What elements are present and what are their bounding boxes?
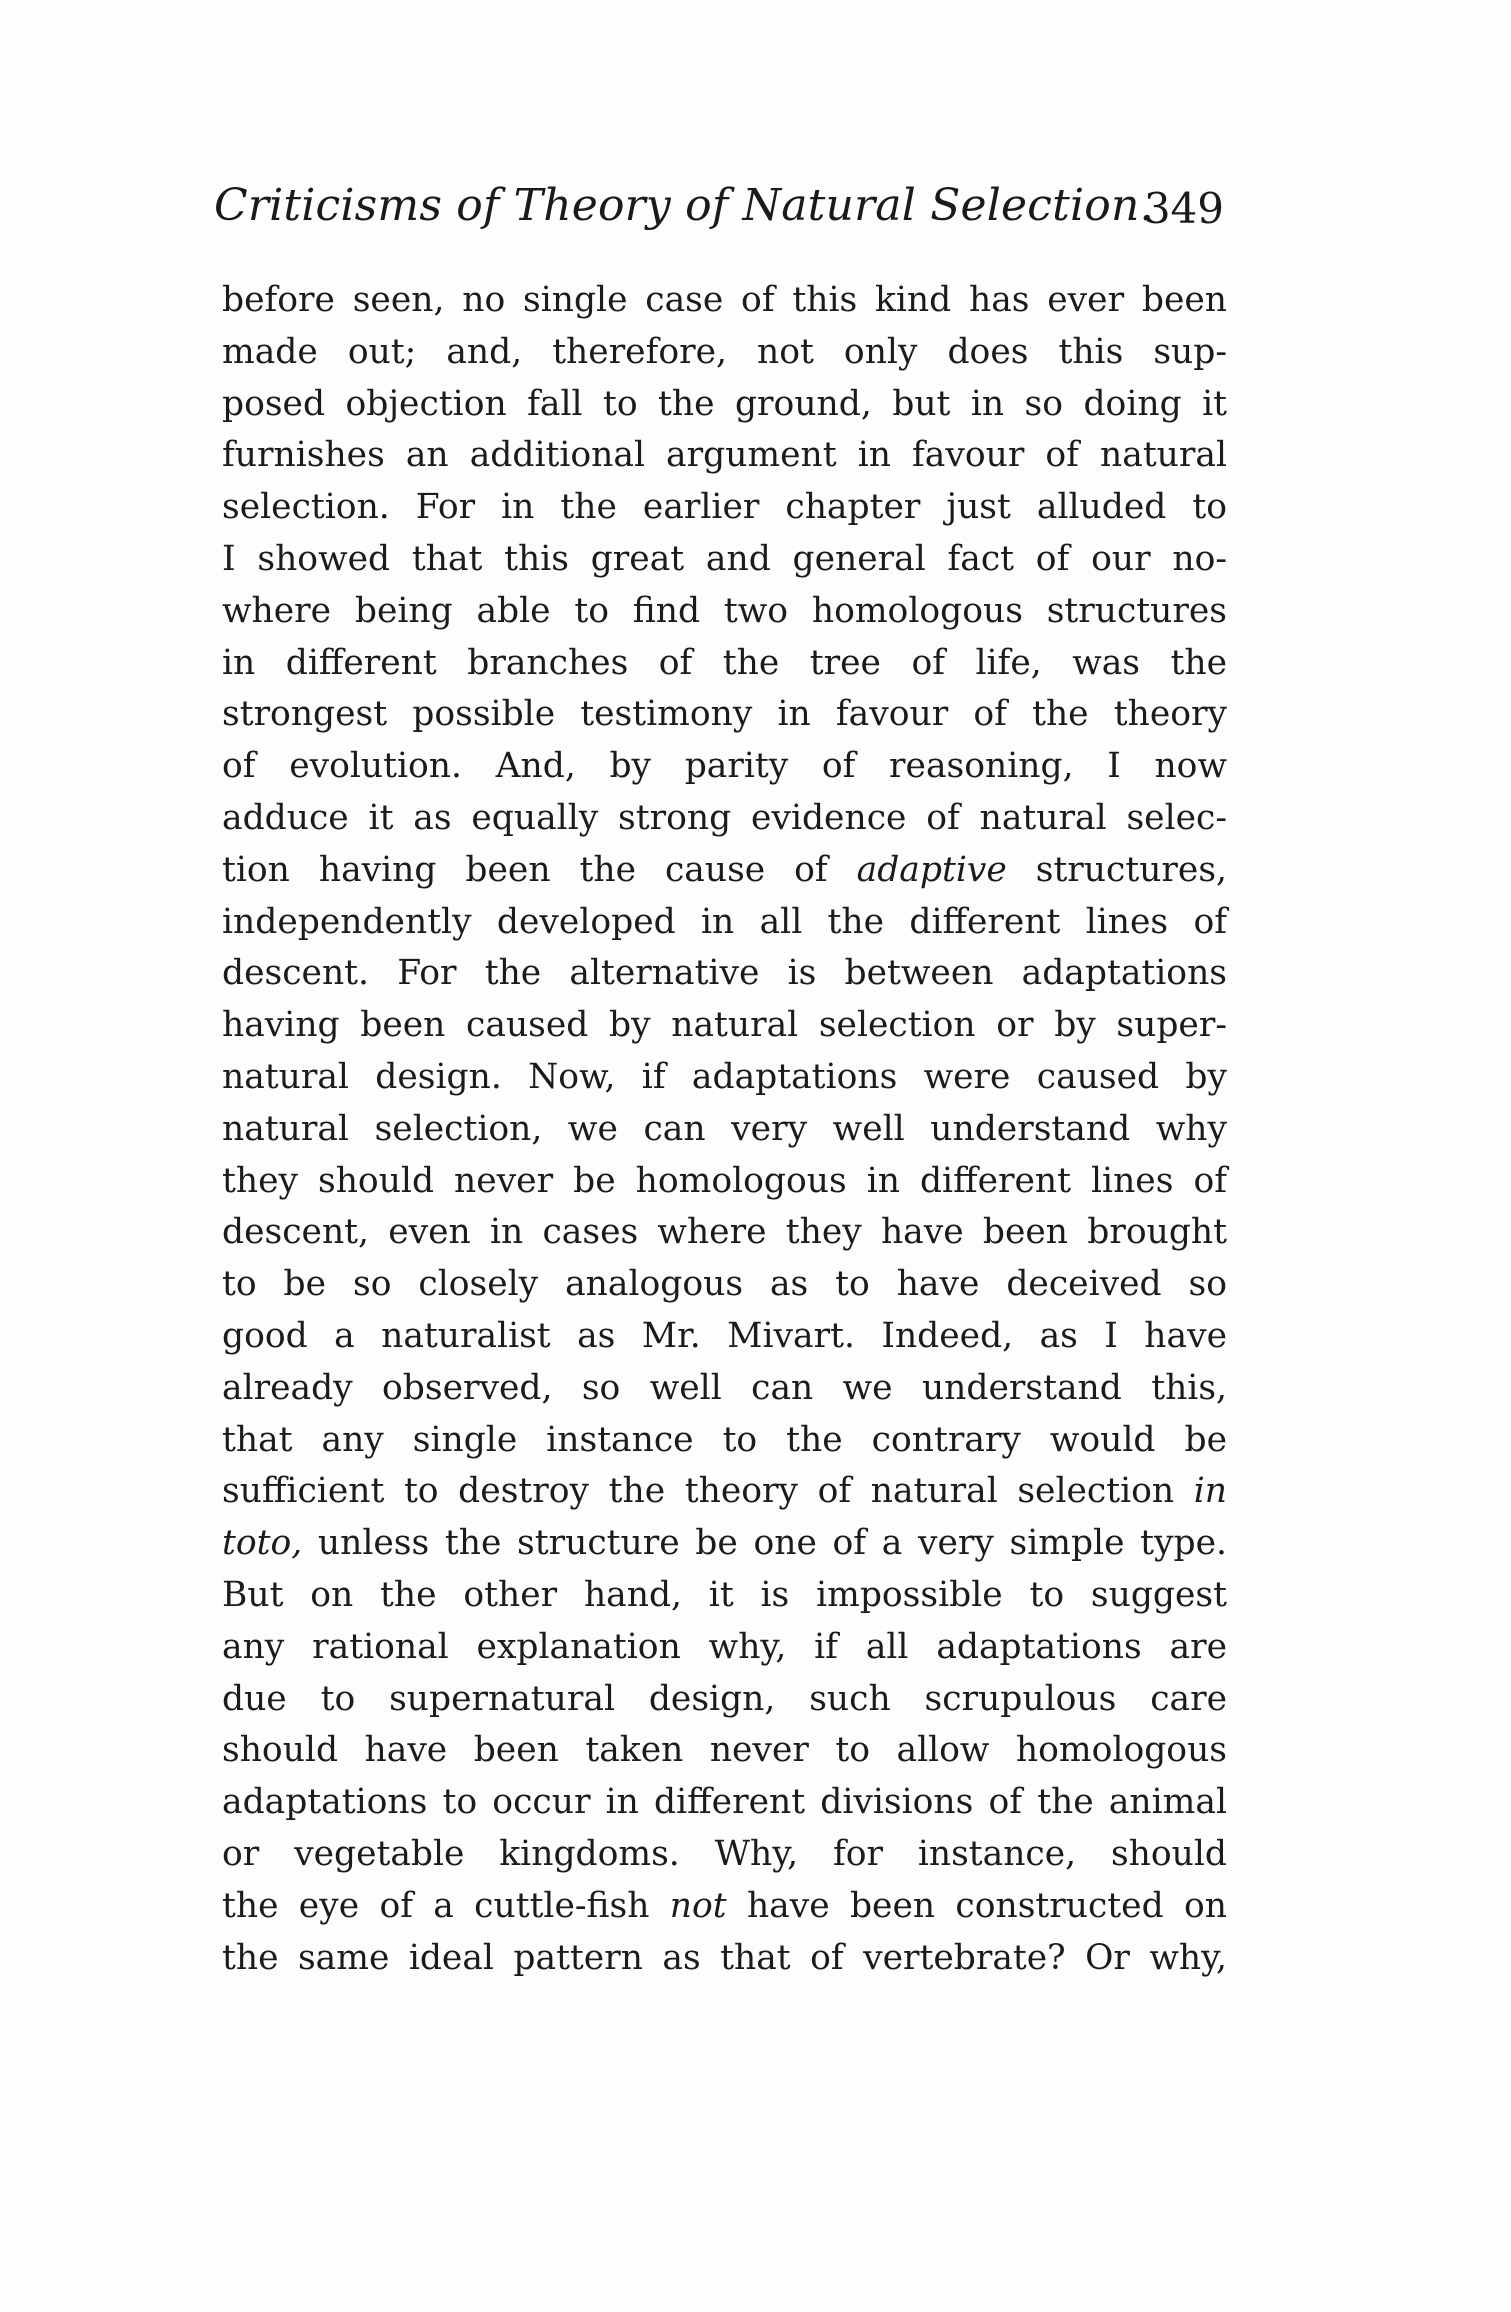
text-line: due to supernatural design, such scrupulous care bbox=[222, 1678, 1227, 1719]
text-segment: structures, bbox=[1006, 849, 1228, 890]
text-line: adduce it as equally strong evidence of natural selec- bbox=[222, 797, 1227, 838]
text-line: adaptations to occur in different divisions of the animal bbox=[222, 1782, 1227, 1823]
page-header bbox=[214, 180, 1224, 240]
running-head: Criticisms of Theory of Natural Selection. bbox=[214, 180, 1154, 231]
text-segment: the eye of a cuttle-fish bbox=[222, 1885, 670, 1926]
text-line: to be so closely analogous as to have deceived so bbox=[222, 1264, 1227, 1305]
text-line bbox=[222, 845, 1227, 897]
text-segment: unless the structure be one of a very simple type. bbox=[302, 1523, 1227, 1564]
text-line: the same ideal pattern as that of vertebrate? Or why, bbox=[222, 1937, 1227, 1978]
page-number: 349 bbox=[1143, 184, 1224, 233]
text-line: already observed, so well can we understand this, bbox=[222, 1367, 1227, 1408]
italic-emphasis: not bbox=[669, 1885, 727, 1926]
text-line: made out; and, therefore, not only does this sup- bbox=[222, 331, 1227, 372]
text-line: before seen, no single case of this kind has ever been bbox=[222, 280, 1227, 320]
text-line: or vegetable kingdoms. Why, for instance, should bbox=[222, 1833, 1227, 1874]
text-line: strongest possible testimony in favour of the theory bbox=[222, 694, 1227, 735]
text-line: should have been taken never to allow homologous bbox=[222, 1730, 1227, 1771]
text-line: good a naturalist as Mr. Mivart. Indeed, as I have bbox=[222, 1315, 1227, 1356]
text-line: in different branches of the tree of life, was the bbox=[222, 642, 1227, 683]
text-line: descent, even in cases where they have been brought bbox=[222, 1212, 1227, 1253]
text-line: having been caused by natural selection or by super- bbox=[222, 1005, 1227, 1046]
text-line: natural selection, we can very well understand why bbox=[222, 1108, 1227, 1149]
text-line: posed objection fall to the ground, but in so doing it bbox=[222, 383, 1227, 424]
text-line: But on the other hand, it is impossible to suggest bbox=[222, 1574, 1227, 1615]
text-line bbox=[222, 1466, 1227, 1518]
text-line: descent. For the alternative is between adaptations bbox=[222, 953, 1227, 994]
text-line: natural design. Now, if adaptations were caused by bbox=[222, 1056, 1227, 1097]
text-line: where being able to find two homologous structures bbox=[222, 590, 1227, 631]
text-line: of evolution. And, by parity of reasoning, I now bbox=[222, 746, 1227, 787]
italic-emphasis: toto, bbox=[222, 1523, 303, 1564]
text-line bbox=[222, 1881, 1227, 1933]
text-line: furnishes an additional argument in favour of natural bbox=[222, 435, 1227, 476]
italic-emphasis: adaptive bbox=[856, 849, 1007, 890]
text-line: they should never be homologous in different lines of bbox=[222, 1160, 1227, 1201]
text-line: that any single instance to the contrary would be bbox=[222, 1419, 1227, 1460]
text-segment: sufficient to destroy the theory of natural selection bbox=[222, 1471, 1194, 1512]
text-segment: have been constructed on bbox=[726, 1885, 1227, 1926]
text-line: independently developed in all the different lines of bbox=[222, 901, 1227, 942]
body-text bbox=[222, 275, 1227, 1984]
text-line bbox=[222, 1518, 1227, 1570]
text-line: I showed that this great and general fact of our no- bbox=[222, 538, 1227, 579]
text-segment: tion having been the cause of bbox=[222, 849, 857, 890]
text-line: any rational explanation why, if all adaptations are bbox=[222, 1626, 1227, 1667]
text-line: selection. For in the earlier chapter just alluded to bbox=[222, 487, 1227, 528]
italic-emphasis: in bbox=[1193, 1471, 1227, 1512]
